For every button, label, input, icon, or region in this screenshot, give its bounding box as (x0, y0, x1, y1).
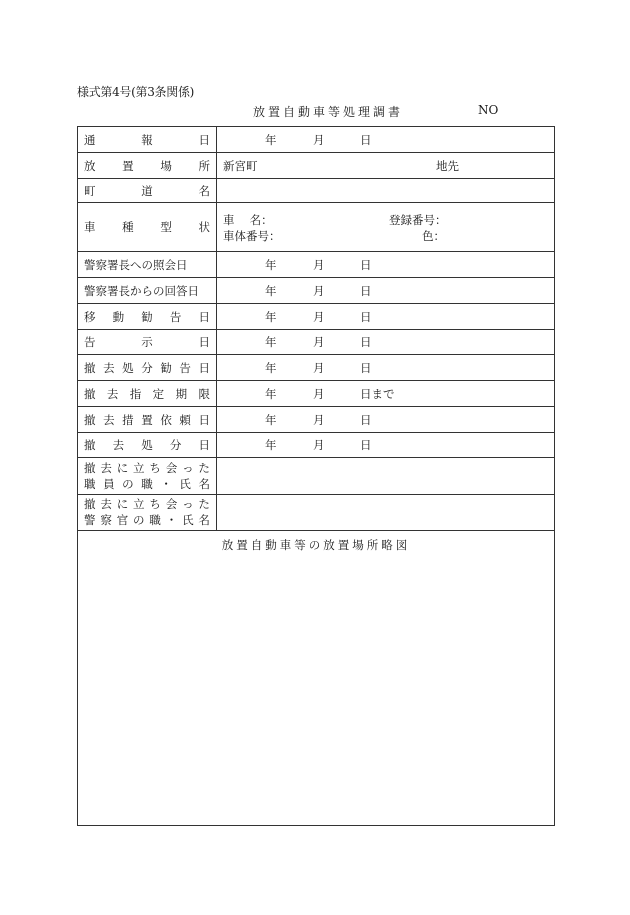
label-staff-witness: 撤 去 に 立 ち 会 っ た 職 員 の 職 ・ 氏 名 (78, 458, 217, 495)
body-number-label: 車体番号： (223, 229, 281, 243)
label-street-name: 町 道 名 (78, 179, 217, 203)
value-removal-date[interactable]: 年 月 日 (217, 433, 555, 458)
row-move-advice (78, 304, 555, 330)
value-removal-advice[interactable]: 年 月 日 (217, 355, 555, 381)
row-police-witness (78, 495, 555, 531)
value-street-name[interactable] (217, 179, 555, 203)
sketch-title: 放置自動車等の放置場所略図 (221, 538, 411, 552)
vehicle-name-label: 車 名： (223, 213, 273, 227)
row-removal-date (78, 433, 555, 458)
row-vehicle (78, 203, 555, 252)
label-removal-date: 撤 去 処 分 日 (78, 433, 217, 458)
row-street-name (78, 179, 555, 203)
report-form-table (77, 126, 555, 826)
value-police-reply[interactable]: 年 月 日 (217, 278, 555, 304)
color-label: 色： (422, 229, 445, 243)
value-move-advice[interactable]: 年 月 日 (217, 304, 555, 330)
label-removal-request: 撤 去 措 置 依 頼 日 (78, 407, 217, 433)
value-police-inquiry[interactable]: 年 月 日 (217, 252, 555, 278)
location-suffix: 地先 (436, 158, 459, 173)
label-notice: 告 示 日 (78, 330, 217, 355)
label-location: 放 置 場 所 (78, 153, 217, 179)
value-report-date[interactable]: 年 月 日 (217, 127, 555, 153)
row-location (78, 153, 555, 179)
value-removal-deadline[interactable]: 年 月 日まで (217, 381, 555, 407)
row-report-date (78, 127, 555, 153)
row-notice (78, 330, 555, 355)
value-removal-request[interactable]: 年 月 日 (217, 407, 555, 433)
value-police-witness[interactable] (217, 495, 555, 531)
value-staff-witness[interactable] (217, 458, 555, 495)
form-id: 様式第4号(第3条関係) (77, 85, 195, 99)
row-sketch (78, 531, 555, 826)
label-police-inquiry: 警察署長への照会日 (78, 252, 217, 278)
row-removal-advice (78, 355, 555, 381)
value-vehicle[interactable] (217, 203, 555, 252)
label-text: 通 報 日 (84, 132, 210, 147)
row-staff-witness (78, 458, 555, 495)
value-notice[interactable]: 年 月 日 (217, 330, 555, 355)
document-number-label: NO (478, 103, 499, 117)
label-removal-advice: 撤 去 処 分 勧 告 日 (78, 355, 217, 381)
registration-number-label: 登録番号： (389, 213, 447, 227)
value-location[interactable] (217, 153, 555, 179)
label-police-witness: 撤 去 に 立 ち 会 っ た 警 察 官 の 職 ・ 氏 名 (78, 495, 217, 531)
document-title: 放置自動車等処理調書 (253, 105, 404, 119)
row-removal-deadline (78, 381, 555, 407)
label-report-date (78, 127, 217, 153)
sketch-area[interactable] (78, 531, 555, 826)
label-police-reply: 警察署長からの回答日 (78, 278, 217, 304)
row-police-reply (78, 278, 555, 304)
label-removal-deadline: 撤 去 指 定 期 限 (78, 381, 217, 407)
row-removal-request (78, 407, 555, 433)
location-town: 新宮町 (223, 158, 258, 173)
label-move-advice: 移 動 勧 告 日 (78, 304, 217, 330)
label-vehicle: 車 種 型 状 (78, 203, 217, 252)
row-police-inquiry (78, 252, 555, 278)
